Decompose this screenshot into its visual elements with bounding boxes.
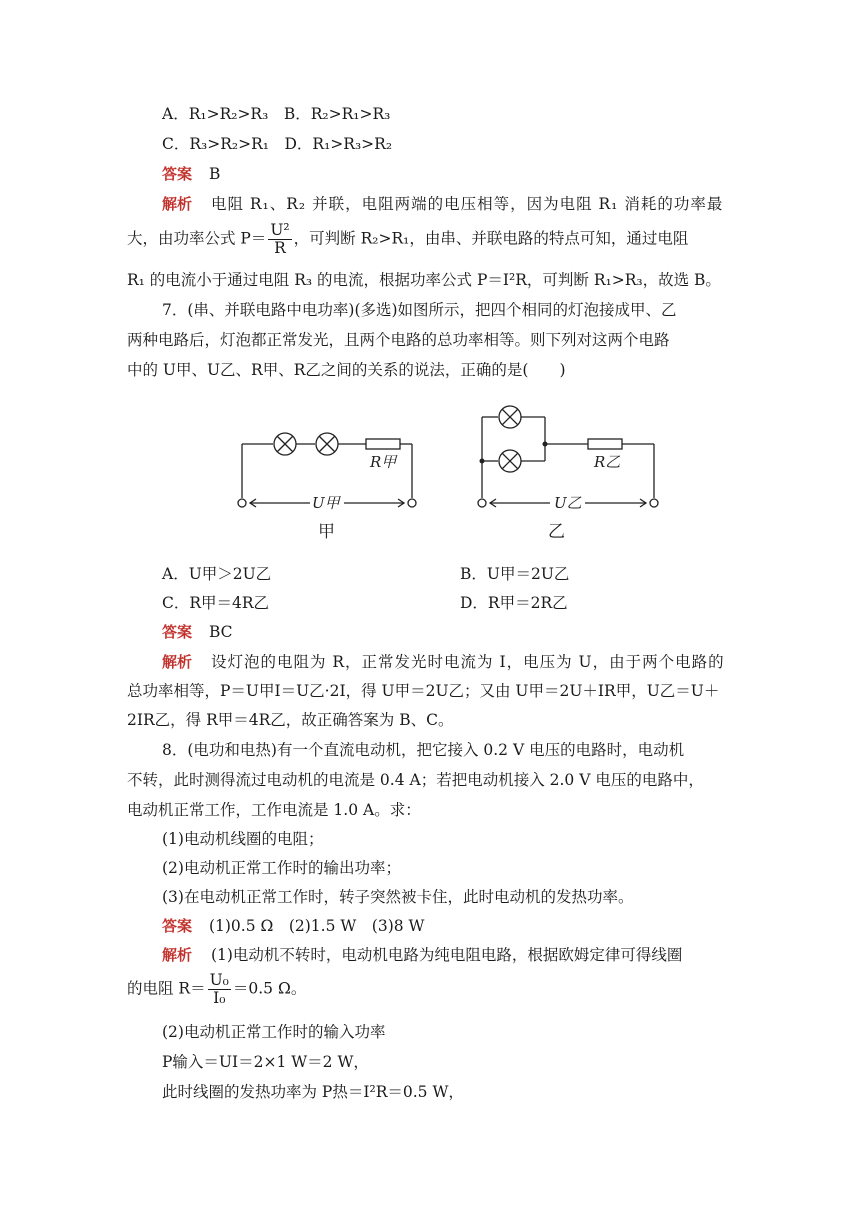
q7-analysis-line-3: 2IR乙，得 R甲＝4R乙，故正确答案为 B、C。 (127, 711, 454, 729)
terminal-icon (478, 499, 486, 507)
terminal-icon (238, 499, 246, 507)
q8-answer-row (162, 916, 424, 936)
q8-part-1: (1)电动机线圈的电阻； (162, 830, 324, 848)
q7-stem-line-1: 7．(串、并联电路中电功率)(多选)如图所示，把四个相同的灯泡接成甲、乙 (162, 301, 677, 319)
q6-option-line-1: A．R₁>R₂>R₃ B．R₂>R₁>R₃ (162, 105, 391, 123)
q7-stem-line-2: 两种电路后，灯泡都正常发光，且两个电路的总功率相等。则下列对这两个电路 (127, 331, 670, 349)
q8-stem-line-2: 不转，此时测得流过电动机的电流是 0.4 A；若把电动机接入 2.0 V 电压的电路中， (127, 771, 704, 789)
circuit-yi (478, 406, 658, 507)
resistor-icon (366, 439, 400, 449)
q6-option-line-2: C．R₃>R₂>R₁ D．R₁>R₃>R₂ (162, 135, 393, 153)
caption-jia: 甲 (318, 522, 335, 542)
q7-option-d: D．R甲＝2R乙 (460, 594, 568, 612)
answer-label: 答案 (162, 917, 193, 935)
q7-option-a: A．U甲＞2U乙 (162, 565, 272, 583)
voltage-label-jia: U甲 (312, 494, 340, 512)
resistor-label-jia: R甲 (370, 453, 397, 471)
resistor-icon (588, 439, 622, 449)
analysis-label: 解析 (162, 653, 193, 671)
analysis-label: 解析 (162, 195, 193, 213)
junction-dot (480, 459, 485, 464)
answer-label: 答案 (162, 165, 193, 183)
terminal-icon (408, 499, 416, 507)
q8-stem-line-1: 8．(电功和电热)有一个直流电动机，把它接入 0.2 V 电压的电路时，电动机 (162, 741, 685, 759)
junction-dot (543, 442, 548, 447)
answer-label: 答案 (162, 623, 193, 641)
q8-analysis-line-2: 的电阻 R＝ $\frac{\text{U₀}}{\text{I₀}}$ ＝0.5 Ω。 (127, 971, 307, 1007)
q8-answer: (1)0.5 Ω (2)1.5 W (3)8 W (208, 917, 425, 935)
voltage-label-yi: U乙 (554, 494, 582, 512)
analysis-label: 解析 (162, 946, 193, 964)
circuit-figure (0, 395, 860, 555)
q6-analysis-line-3: R₁ 的电流小于通过电阻 R₃ 的电流，根据功率公式 P＝I²R，可判断 R₁>R₃，故选 B。 (127, 271, 721, 289)
resistor-label-yi: R乙 (594, 453, 621, 471)
q8-analysis-line-5: 此时线圈的发热功率为 P热＝I²R＝0.5 W， (162, 1083, 464, 1101)
q8-analysis-line-4: P输入＝UI＝2×1 W＝2 W， (162, 1053, 369, 1071)
q8-analysis-line-3: (2)电动机正常工作时的输入功率 (162, 1023, 386, 1041)
q7-analysis-line-1: 解析 设灯泡的电阻为 R，正常发光时电流为 I，电压为 U，由于两个电路的 (162, 653, 725, 671)
q7-analysis-line-2: 总功率相等，P＝U甲I＝U乙·2I，得 U甲＝2U乙；又由 U甲＝2U＋IR甲，U乙＝U＋ (127, 682, 720, 700)
caption-yi: 乙 (548, 522, 565, 542)
q8-stem-line-3: 电动机正常工作，工作电流是 1.0 A。求： (127, 801, 421, 819)
q8-part-2: (2)电动机正常工作时的输出功率； (162, 859, 401, 877)
q8-part-3: (3)在电动机正常工作时，转子突然被卡住，此时电动机的发热功率。 (162, 888, 634, 906)
q7-stem-line-3: 中的 U甲、U乙、R甲、R乙之间的关系的说法，正确的是( ) (127, 361, 566, 379)
q7-answer: BC (208, 623, 233, 641)
terminal-icon (650, 499, 658, 507)
power-fraction: $\frac{\text{U²}}{R}$ (270, 221, 290, 257)
q7-option-c: C．R甲＝4R乙 (162, 594, 270, 612)
q6-analysis-line-2: 大，由功率公式 P＝ $\frac{\text{U²}}{R}$ ，可判断 R₂>R₁，由串、并联电路的特点可知，通过电阻 (127, 221, 689, 257)
q7-option-b: B．U甲＝2U乙 (460, 565, 570, 583)
ohm-fraction: $\frac{\text{U₀}}{\text{I₀}}$ (209, 971, 229, 1007)
q6-answer-row (162, 164, 220, 184)
q6-analysis-line-1: 解析 电阻 R₁、R₂ 并联，电阻两端的电压相等，因为电阻 R₁ 消耗的功率最 (162, 195, 724, 213)
q7-answer-row (162, 622, 233, 642)
q6-answer: B (208, 165, 221, 183)
q8-analysis-line-1: 解析 (1)电动机不转时，电动机电路为纯电阻电路，根据欧姆定律可得线圈 (162, 946, 683, 964)
